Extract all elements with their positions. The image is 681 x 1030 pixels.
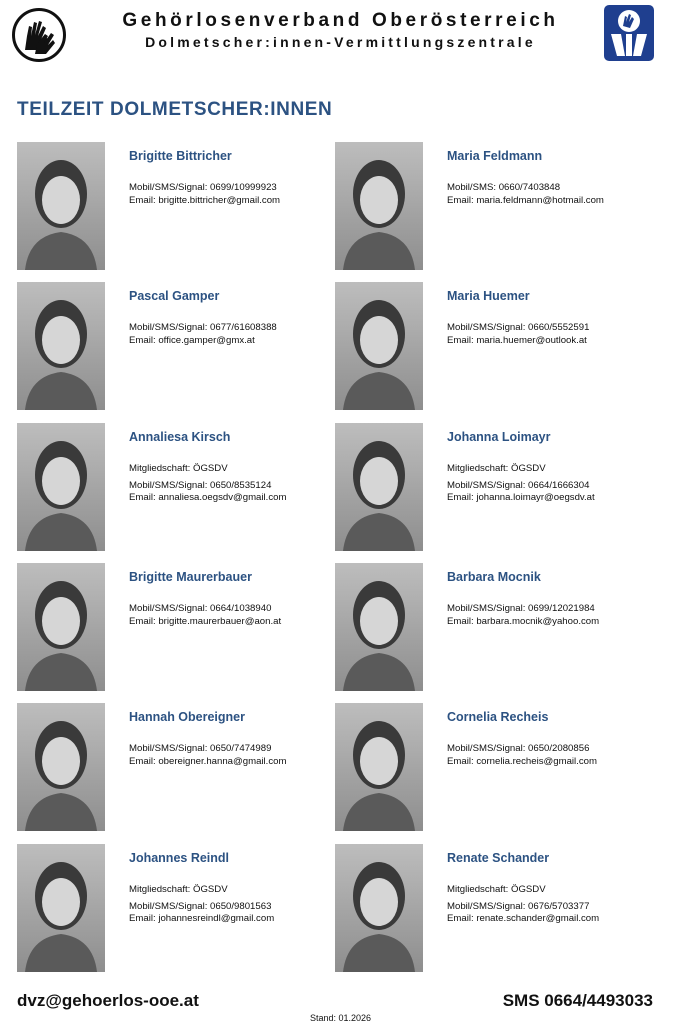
section-title: TEILZEIT DOLMETSCHER:INNEN — [17, 99, 333, 120]
membership-text: Mitgliedschaft: ÖGSDV — [447, 463, 546, 474]
person-photo — [17, 423, 105, 551]
email-address[interactable]: Email: maria.huemer@outlook.at — [447, 334, 587, 346]
contact-details — [447, 182, 657, 207]
contact-details — [129, 884, 339, 926]
person-photo — [335, 423, 423, 551]
person-card — [335, 423, 655, 553]
person-name: Cornelia Recheis — [447, 710, 549, 724]
person-photo — [17, 844, 105, 972]
association-logo — [603, 4, 655, 62]
person-name: Maria Feldmann — [447, 149, 543, 163]
phone-number: Mobil/SMS/Signal: 0664/1666304 — [447, 479, 590, 491]
person-name: Renate Schander — [447, 851, 550, 865]
person-photo — [335, 282, 423, 410]
contact-details — [129, 743, 339, 768]
person-name: Brigitte Maurerbauer — [129, 570, 252, 584]
email-address[interactable]: Email: brigitte.maurerbauer@aon.at — [129, 615, 282, 627]
phone-number: Mobil/SMS/Signal: 0664/1038940 — [129, 603, 272, 614]
person-card — [335, 282, 655, 412]
email-address[interactable]: Email: barbara.mocnik@yahoo.com — [447, 615, 600, 627]
person-name: Pascal Gamper — [129, 289, 220, 303]
phone-number: Mobil/SMS/Signal: 0699/10999923 — [129, 182, 277, 193]
phone-number: Mobil/SMS/Signal: 0677/61608388 — [129, 322, 277, 333]
person-name: Maria Huemer — [447, 289, 530, 303]
footer-stand-date: Stand: 01.2026 — [309, 1013, 372, 1023]
phone-number: Mobil/SMS/Signal: 0650/9801563 — [129, 900, 272, 912]
membership-text: Mitgliedschaft: ÖGSDV — [447, 884, 546, 895]
person-name: Barbara Mocnik — [447, 570, 541, 584]
phone-number: Mobil/SMS/Signal: 0650/2080856 — [447, 743, 590, 754]
email-address[interactable]: Email: johannesreindl@gmail.com — [129, 913, 275, 924]
email-address[interactable]: Email: maria.feldmann@hotmail.com — [447, 194, 604, 206]
contact-details — [447, 463, 657, 505]
email-address[interactable]: Email: obereigner.hanna@gmail.com — [129, 755, 287, 767]
contact-details — [129, 182, 339, 207]
contact-details — [447, 322, 657, 347]
person-card — [17, 844, 337, 974]
phone-number: Mobil/SMS: 0660/7403848 — [447, 182, 561, 193]
contact-details — [129, 322, 339, 347]
organization-title: Gehörlosenverband Oberösterreich — [122, 10, 559, 31]
person-photo — [17, 703, 105, 831]
organization-subtitle: Dolmetscher:innen-Vermittlungszentrale — [145, 34, 536, 50]
phone-number: Mobil/SMS/Signal: 0650/8535124 — [129, 479, 272, 491]
phone-number: Mobil/SMS/Signal: 0660/5552591 — [447, 322, 590, 333]
person-card — [17, 423, 337, 553]
phone-number: Mobil/SMS/Signal: 0676/5703377 — [447, 900, 590, 912]
email-address[interactable]: Email: cornelia.recheis@gmail.com — [447, 755, 597, 767]
email-address[interactable]: Email: annaliesa.oegsdv@gmail.com — [129, 492, 287, 503]
membership-text: Mitgliedschaft: ÖGSDV — [129, 884, 228, 895]
association-emblem-icon — [603, 4, 655, 62]
person-name: Hannah Obereigner — [129, 710, 245, 724]
footer-sms-number: SMS 0664/4493033 — [502, 991, 653, 1010]
person-card — [335, 844, 655, 974]
email-address[interactable]: Email: johanna.loimayr@oegsdv.at — [447, 492, 595, 503]
phone-number: Mobil/SMS/Signal: 0699/12021984 — [447, 603, 595, 614]
person-photo — [17, 142, 105, 270]
person-name: Johannes Reindl — [129, 851, 230, 865]
person-name: Annaliesa Kirsch — [129, 430, 231, 444]
person-card — [17, 282, 337, 412]
person-photo — [17, 563, 105, 691]
person-card — [17, 563, 337, 693]
email-address[interactable]: Email: brigitte.bittricher@gmail.com — [129, 194, 281, 206]
person-card — [17, 703, 337, 833]
email-address[interactable]: Email: renate.schander@gmail.com — [447, 913, 600, 924]
person-photo — [335, 703, 423, 831]
person-card — [335, 142, 655, 272]
contact-details — [447, 884, 657, 926]
contact-details — [129, 603, 339, 628]
person-name: Johanna Loimayr — [447, 430, 551, 444]
footer-email[interactable]: dvz@gehoerlos-ooe.at — [17, 991, 199, 1010]
phone-number: Mobil/SMS/Signal: 0650/7474989 — [129, 743, 272, 754]
person-card — [335, 703, 655, 833]
email-address[interactable]: Email: office.gamper@gmx.at — [129, 334, 255, 346]
person-card — [335, 563, 655, 693]
membership-text: Mitgliedschaft: ÖGSDV — [129, 463, 228, 474]
person-photo — [335, 563, 423, 691]
person-card — [17, 142, 337, 272]
person-photo — [335, 844, 423, 972]
person-photo — [335, 142, 423, 270]
contact-details — [447, 743, 657, 768]
person-name: Brigitte Bittricher — [129, 149, 232, 163]
contact-details — [447, 603, 657, 628]
contact-details — [129, 463, 339, 505]
person-photo — [17, 282, 105, 410]
